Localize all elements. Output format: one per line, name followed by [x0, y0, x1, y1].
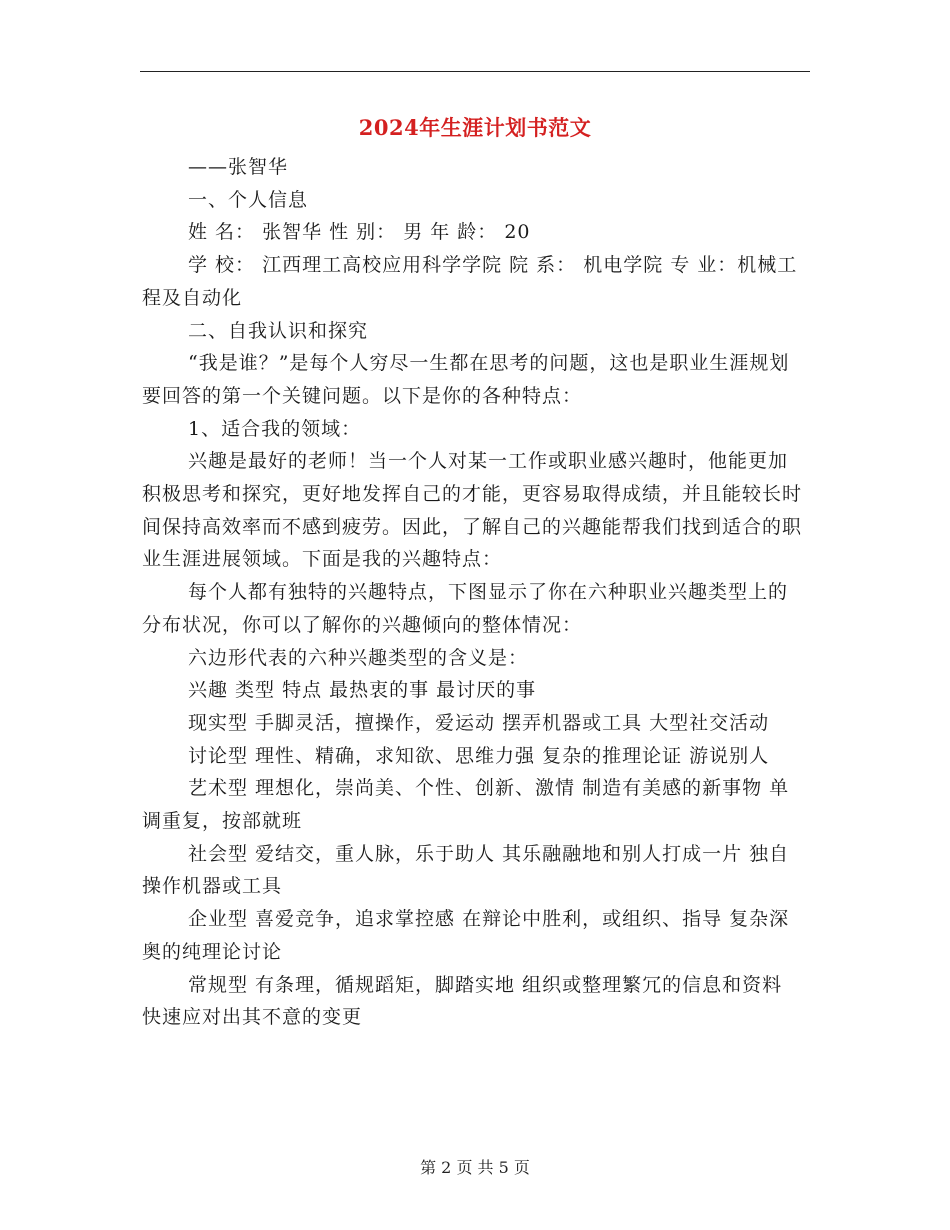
interest-table-header: 兴趣 类型 特点 最热衷的事 最讨厌的事: [188, 679, 537, 702]
document-body: [142, 151, 806, 1034]
paragraph: 兴趣是最好的老师！当一个人对某一工作或职业感兴趣时，他能更加积极思考和探究，更好地发挥自己的才能，更容易取得成绩，并且能较长时间保持高效率而不感到疲劳。因此，了解自己的兴趣能帮我们找到适合的职业生涯进展领域。下面是我的兴趣特点：: [142, 450, 803, 571]
header-rule: [140, 71, 810, 72]
interest-row: 常规型 有条理，循规蹈矩，脚踏实地 组织或整理繁冗的信息和资料 快速应对出其不意的变更: [142, 973, 783, 1029]
interest-row: 讨论型 理性、精确，求知欲、思维力强 复杂的推理论证 游说别人: [188, 744, 770, 767]
paragraph: 每个人都有独特的兴趣特点，下图显示了你在六种职业兴趣类型上的分布状况，你可以了解你的兴趣倾向的整体情况：: [142, 581, 789, 636]
interest-row: 现实型 手脚灵活，擅操作，爱运动 摆弄机器或工具 大型社交活动: [188, 711, 770, 734]
paragraph: 六边形代表的六种兴趣类型的含义是：: [188, 646, 529, 669]
page-footer: 第 2 页 共 5 页: [420, 1158, 530, 1177]
subheading-suitable-field: 1、适合我的领域：: [188, 417, 362, 440]
author-line: ——张智华: [188, 156, 289, 178]
section-heading-personal-info: 一、个人信息: [188, 188, 309, 211]
interest-row: 社会型 爱结交，重人脉，乐于助人 其乐融融地和别人打成一片 独自操作机器或工具: [142, 842, 790, 898]
section-heading-self-exploration: 二、自我认识和探究: [188, 319, 369, 342]
interest-row: 企业型 喜爱竞争，追求掌控感 在辩论中胜利，或组织、指导 复杂深奥的纯理论讨论: [142, 908, 790, 963]
school-info-line: 学 校： 江西理工高校应用科学学院 院 系： 机电学院 专 业：机械工程及自动化: [142, 254, 798, 309]
paragraph: “我是谁？”是每个人穷尽一生都在思考的问题，这也是职业生涯规划要回答的第一个关键问题。以下是你的各种特点：: [142, 352, 790, 407]
document-title: 2024年生涯计划书范文: [358, 115, 592, 140]
personal-info-line: 姓 名： 张智华 性 别： 男 年 龄： 20: [188, 221, 531, 244]
interest-row: 艺术型 理想化，崇尚美、个性、创新、激情 制造有美感的新事物 单调重复，按部就班: [142, 777, 790, 833]
